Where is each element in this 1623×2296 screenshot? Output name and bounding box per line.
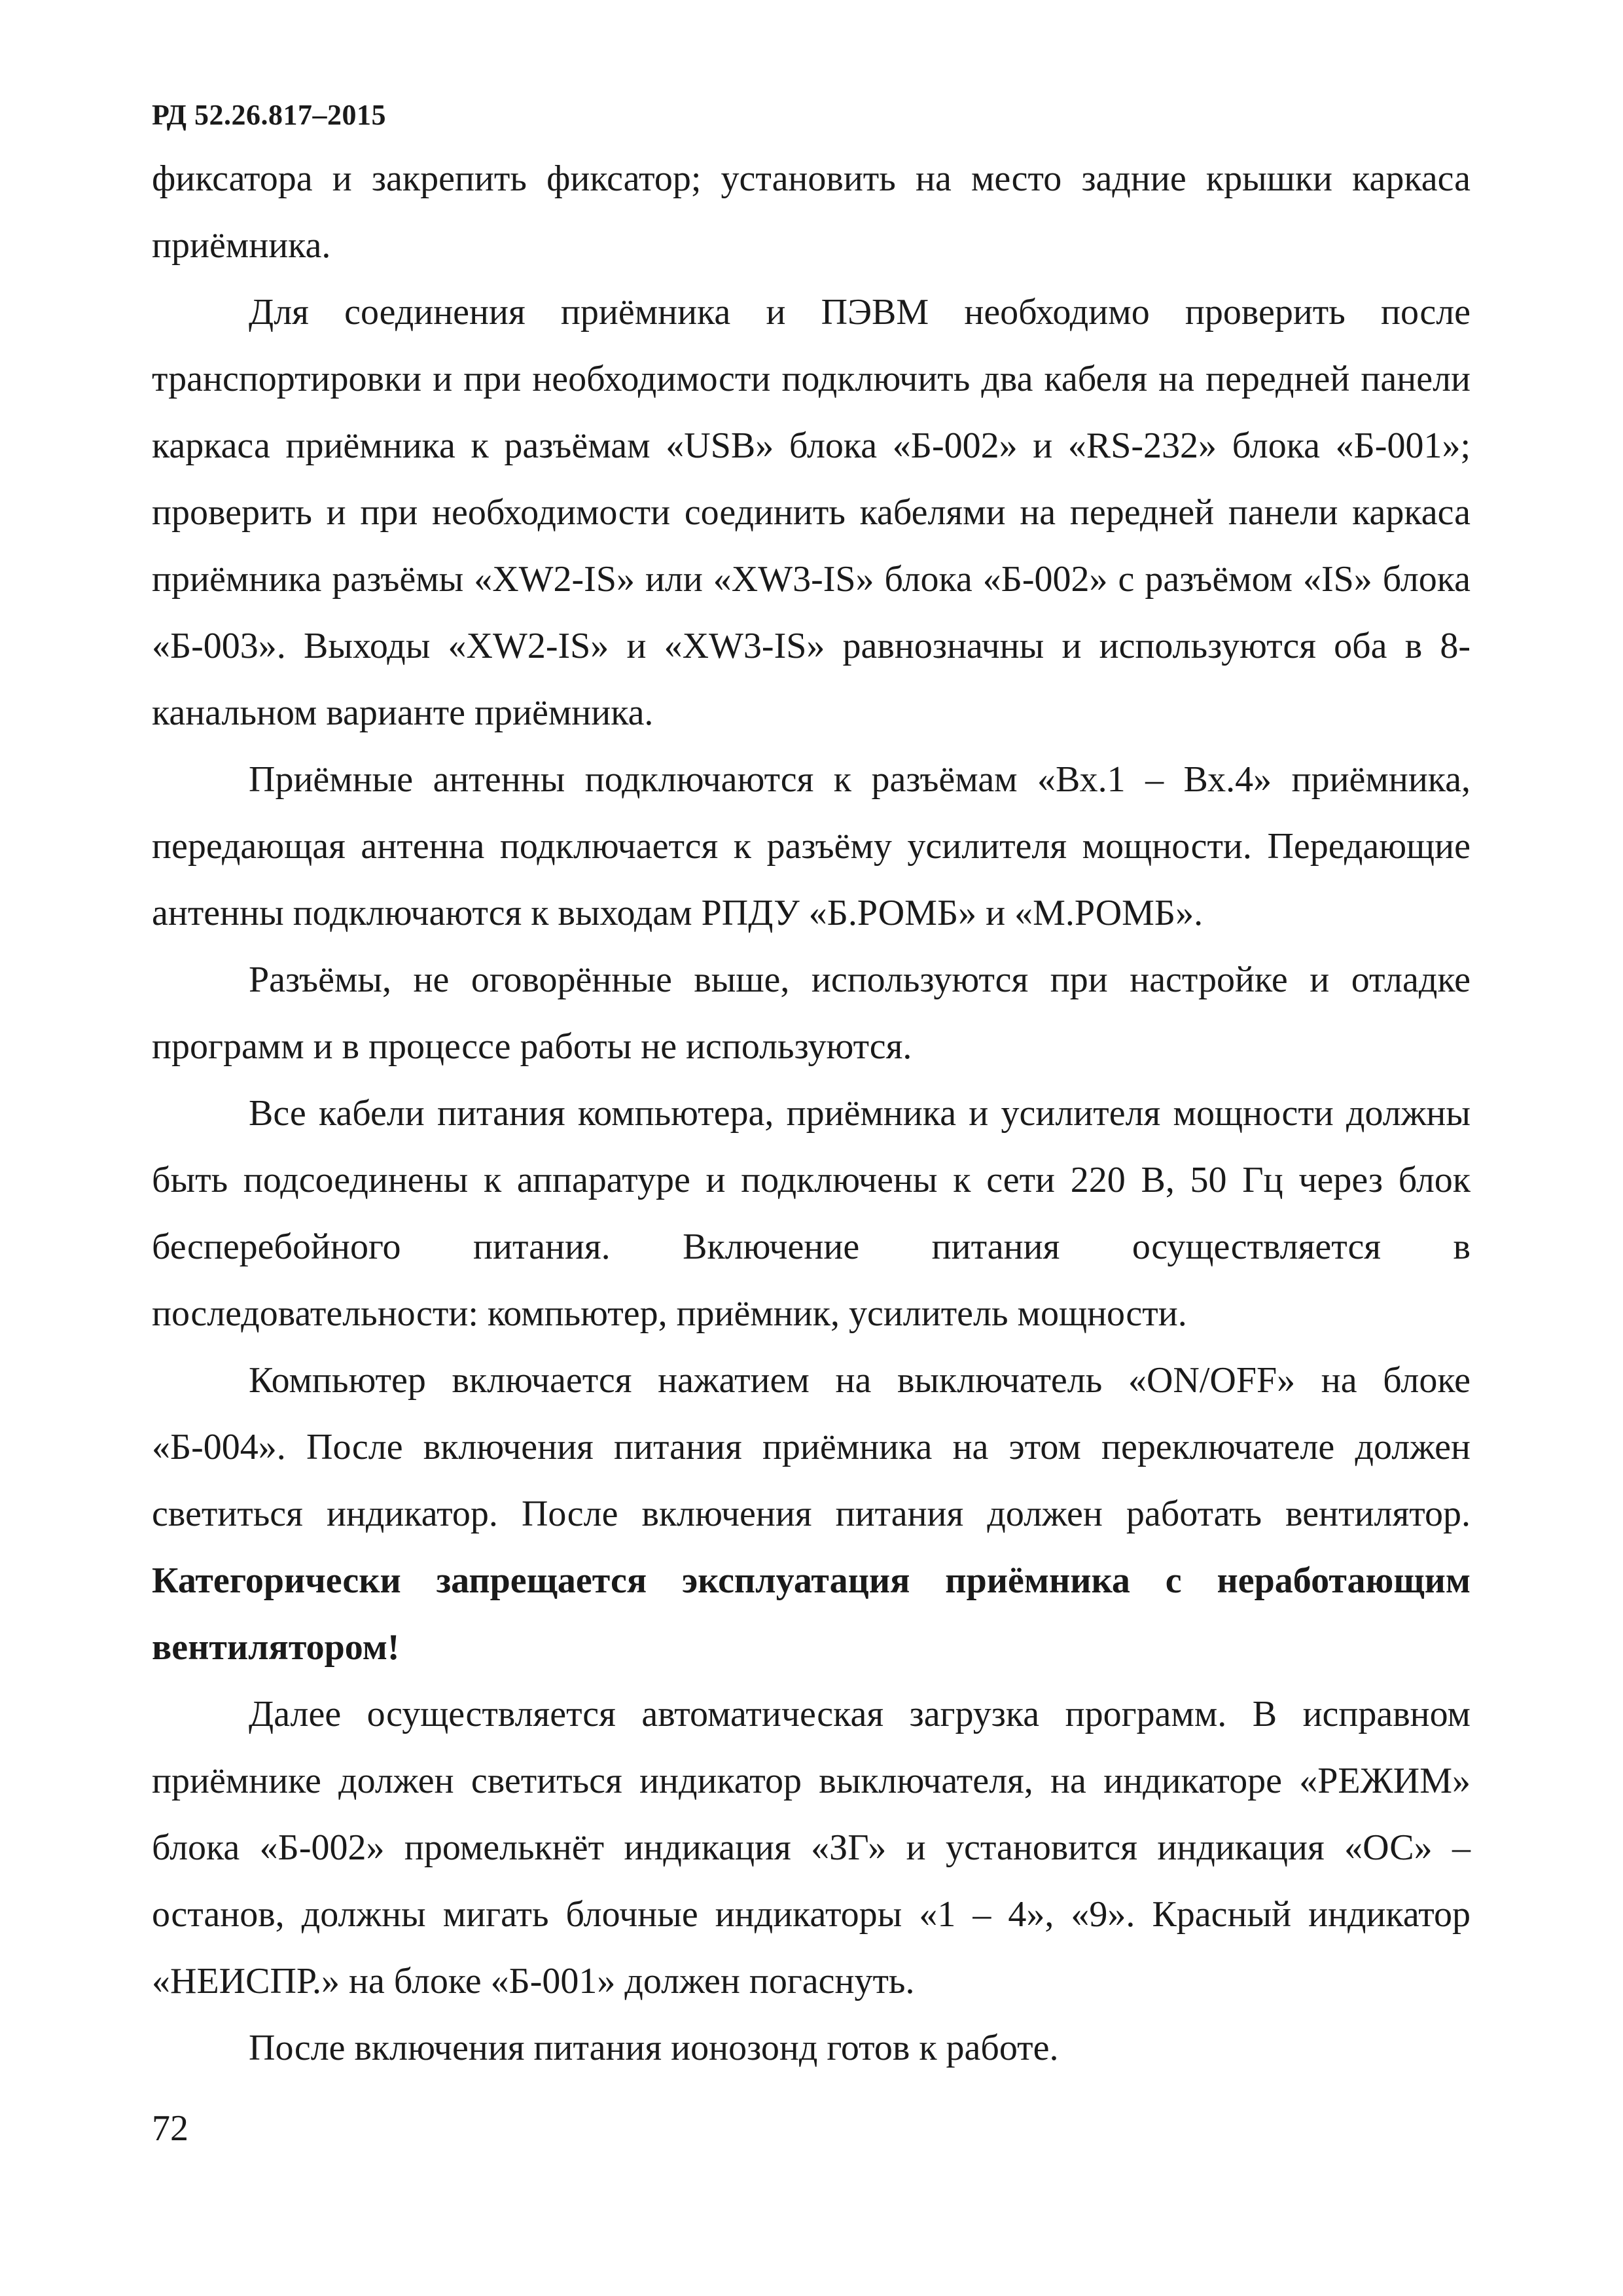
warning-bold-text: Категорически запрещается эксплуатация приёмника с неработающим вентилятором!: [152, 1560, 1471, 1668]
paragraph-continuation: фиксатора и закрепить фиксатор; установить на место задние крышки каркаса приёмника.: [152, 158, 1471, 266]
paragraph-program-loading: Далее осуществляется автоматическая загрузка программ. В исправном приёмнике должен светиться индикатор выключателя, на индикаторе «РЕЖИМ» блока «Б-002» промелькнёт индикация «ЗГ» и установится индикация «ОС» – останов, должны мигать блочные индикаторы «1 – 4», «9». Красный индикатор «НЕИСПР.» на блоке «Б-001» должен погаснуть.: [152, 1694, 1471, 2001]
paragraph-cable-connection: Для соединения приёмника и ПЭВМ необходимо проверить после транспортировки и при необходимости подключить два кабеля на передней панели каркаса приёмника к разъёмам «USB» блока «Б-002» и «RS-232» блока «Б-001»; проверить и при необходимости соединить кабелями на передней панели каркаса приёмника разъёмы «XW2-IS» или «XW3-IS» блока «Б-002» с разъёмом «IS» блока «Б-003». Выходы «XW2-IS» и «XW3-IS» равнозначны и используются оба в 8-канальном варианте приёмника.: [152, 292, 1471, 733]
paragraph-antennas: Приёмные антенны подключаются к разъёмам «Вх.1 – Вх.4» приёмника, передающая антенна подключается к разъёму усилителя мощности. Передающие антенны подключаются к выходам РПДУ «Б.РОМБ» и «М.РОМБ».: [152, 759, 1471, 933]
paragraph-power-cables: Все кабели питания компьютера, приёмника и усилителя мощности должны быть подсоединены к аппаратуре и подключены к сети 220 В, 50 Гц через блок бесперебойного питания. Включение питания осуществляется в последовательности: компьютер, приёмник, усилитель мощности.: [152, 1093, 1471, 1334]
paragraph-other-connectors: Разъёмы, не оговорённые выше, используются при настройке и отладке программ и в процессе работы не используются.: [152, 960, 1471, 1067]
page-number: 72: [152, 2108, 188, 2149]
document-body: [152, 145, 1471, 2081]
power-on-text: Компьютер включается нажатием на выключатель «ON/OFF» на блоке «Б-004». После включения питания приёмника на этом переключателе должен светиться индикатор. После включения питания должен работать вентилятор.: [152, 1360, 1471, 1534]
paragraph-computer-power-on: [152, 1347, 1471, 1681]
paragraph-ready: После включения питания ионозонд готов к работе.: [249, 2028, 1059, 2068]
document-code-header: РД 52.26.817–2015: [152, 99, 386, 131]
